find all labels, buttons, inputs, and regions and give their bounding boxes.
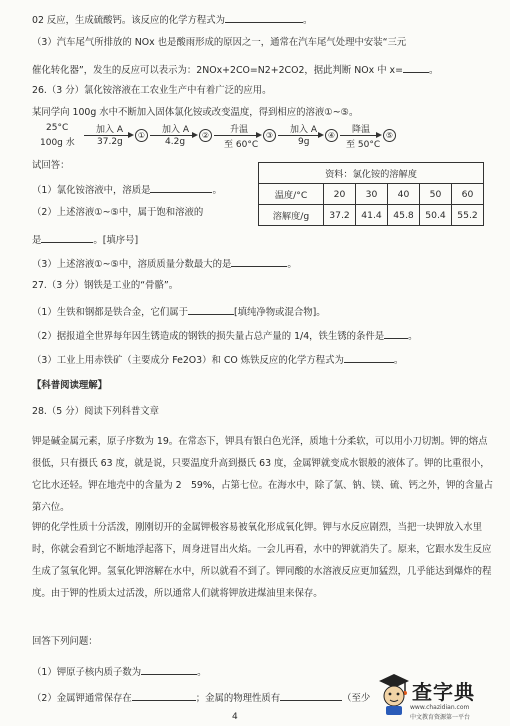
table-cell: 41.4 bbox=[356, 205, 388, 226]
table-cell: 45.8 bbox=[388, 205, 420, 226]
table-cell: 37.2 bbox=[324, 205, 356, 226]
row-label-solubility: 溶解度/g bbox=[259, 205, 324, 226]
start-water: 100g 水 bbox=[40, 138, 75, 148]
table-cell: 30 bbox=[356, 184, 388, 205]
step5-label: 降温 bbox=[352, 125, 371, 135]
question-27-2: （2）据报道全世界每年因生锈造成的钢铁的损失量占总产量的 1/4，铁生锈的条件是 。 bbox=[32, 328, 492, 343]
table-cell: 55.2 bbox=[452, 205, 484, 226]
solution-1: ① bbox=[135, 129, 148, 142]
step4-label: 加入 A bbox=[290, 125, 318, 135]
answer-blank[interactable] bbox=[403, 62, 429, 73]
question-28-1: （1）钾原子核内质子数为 。 bbox=[32, 664, 492, 679]
table-title: 资料：氯化铵的溶解度 bbox=[259, 163, 484, 184]
step4-amount: 9g bbox=[298, 137, 310, 147]
answer-blank[interactable] bbox=[231, 256, 287, 267]
graduate-mascot-icon bbox=[378, 672, 410, 716]
step2-amount: 4.2g bbox=[165, 137, 186, 147]
logo-url[interactable]: www.chazidian.com bbox=[410, 704, 470, 711]
try-answer: 试回答： bbox=[32, 160, 70, 171]
table-cell: 50 bbox=[420, 184, 452, 205]
solution-3: ③ bbox=[263, 129, 276, 142]
table-cell: 60 bbox=[452, 184, 484, 205]
question-27-1: （1）生铁和钢都是铁合金，它们属于 [填纯净物或混合物]。 bbox=[32, 304, 492, 319]
answer-blank[interactable] bbox=[225, 12, 303, 23]
table-cell: 20 bbox=[324, 184, 356, 205]
logo-text: 查字典 bbox=[412, 680, 475, 704]
arrow-5-head bbox=[376, 132, 382, 138]
question-26-2a: （2）上述溶液①~⑤中，属于饱和溶液的 bbox=[32, 207, 204, 218]
article-paragraph-1: 钾是碱金属元素，原子序数为 19。在常态下，钾具有银白色光泽，质地十分柔软，可以用小刀切割。钾的熔点很低，只有摄氏 63 度，就是说，只要温度升高到摄氏 63 度，金属钾就变成水银般的液体了。钾的比重很小，它比水还轻。钾在地壳中的含量为 2 59%，占第七位。在海水中，除了氯、钠、镁、硫、钙之外，钾的含量占第六位。 bbox=[32, 436, 494, 513]
arrow-3 bbox=[214, 135, 256, 136]
arrow-5-line bbox=[340, 135, 376, 136]
question-28-2: （2）金属钾通常保存在 ；金属的物理性质有 （至少 bbox=[32, 690, 370, 705]
answer-blank[interactable] bbox=[344, 352, 394, 363]
step1-label: 加入 A bbox=[96, 125, 124, 135]
answer-blank[interactable] bbox=[132, 690, 196, 701]
table-cell: 50.4 bbox=[420, 205, 452, 226]
chazidian-logo bbox=[378, 668, 506, 720]
question-27-3: （3）工业上用赤铁矿（主要成分 Fe2O3）和 CO 炼铁反应的化学方程式为 。 bbox=[32, 352, 492, 367]
arrow-2 bbox=[150, 135, 192, 136]
answer-blank[interactable] bbox=[188, 304, 234, 315]
text-line: 催化转化器”，发生的反应可以表示为：2NOx+2CO=N2+2CO2，据此判断 NOx 中 x= 。 bbox=[32, 62, 492, 77]
table-cell: 40 bbox=[388, 184, 420, 205]
table-row bbox=[259, 205, 484, 226]
arrow-4-head bbox=[318, 132, 324, 138]
solution-4: ④ bbox=[325, 129, 338, 142]
step3-condition: 至 60°C bbox=[224, 140, 259, 150]
question-28-title: 28.（5 分）阅读下列科普文章 bbox=[32, 406, 159, 417]
table-title-row bbox=[259, 163, 484, 184]
answer-blank[interactable] bbox=[150, 182, 212, 193]
table-row bbox=[259, 184, 484, 205]
arrow-1 bbox=[84, 135, 128, 136]
section-heading: 【科普阅读理解】 bbox=[32, 380, 108, 391]
answer-blank[interactable] bbox=[384, 328, 408, 339]
text-line: 02 反应，生成硫酸钙。该反应的化学方程式为 。 bbox=[32, 12, 492, 27]
arrow-4 bbox=[278, 135, 318, 136]
step3-label: 升温 bbox=[230, 125, 249, 135]
process-diagram bbox=[34, 122, 379, 152]
arrow-2-head bbox=[192, 132, 198, 138]
text-line: （3）汽车尾气所排放的 NOx 也是酸雨形成的原因之一，通常在汽车尾气处理中安装“三元 bbox=[32, 37, 407, 48]
article-paragraph-2: 钾的化学性质十分活泼，刚刚切开的金属钾极容易被氧化形成氧化钾。钾与水反应剧烈，当把一块钾放入水里时，你就会看到它不断地浮起落下，周身迸冒出火焰。一会儿再看，水中的钾就消失了。原来，它跟水发生反应生成了氢氧化钾。氢氧化钾溶解在水中，所以就看不到了。钾同酸的水溶液反应更加猛烈，几乎能达到爆炸的程度。由于钾的性质太过活泼，所以通常人们就将钾放进煤油里来保存。 bbox=[32, 522, 492, 599]
question-26-title: 26.（3 分）氯化铵溶液在工农业生产中有着广泛的应用。 bbox=[32, 85, 272, 96]
answer-blank[interactable] bbox=[280, 690, 342, 701]
step2-label: 加入 A bbox=[162, 125, 190, 135]
question-26-intro: 某同学向 100g 水中不断加入固体氯化铵或改变温度，得到相应的溶液①~⑤。 bbox=[32, 107, 359, 118]
solution-5: ⑤ bbox=[383, 129, 396, 142]
question-26-1: （1）氯化铵溶液中，溶质是 。 bbox=[32, 182, 222, 197]
answer-blank[interactable] bbox=[41, 232, 93, 243]
step5-condition: 至 50°C bbox=[346, 140, 381, 150]
question-26-2b: 是 。[填序号] bbox=[32, 232, 138, 247]
answer-prompt: 回答下列问题： bbox=[32, 636, 98, 647]
page-number: 4 bbox=[232, 712, 238, 722]
logo-tagline: 中文教育资源第一平台 bbox=[410, 714, 471, 721]
row-label-temperature: 温度/°C bbox=[259, 184, 324, 205]
question-27-title: 27.（3 分）钢铁是工业的“骨骼”。 bbox=[32, 280, 179, 291]
start-temp: 25°C bbox=[46, 123, 69, 133]
solubility-table bbox=[258, 162, 484, 226]
step1-amount: 37.2g bbox=[97, 137, 123, 147]
arrow-1-head bbox=[128, 132, 134, 138]
solution-2: ② bbox=[199, 129, 212, 142]
answer-blank[interactable] bbox=[141, 664, 197, 675]
question-26-3: （3）上述溶液①~⑤中，溶质质量分数最大的是 。 bbox=[32, 256, 492, 271]
